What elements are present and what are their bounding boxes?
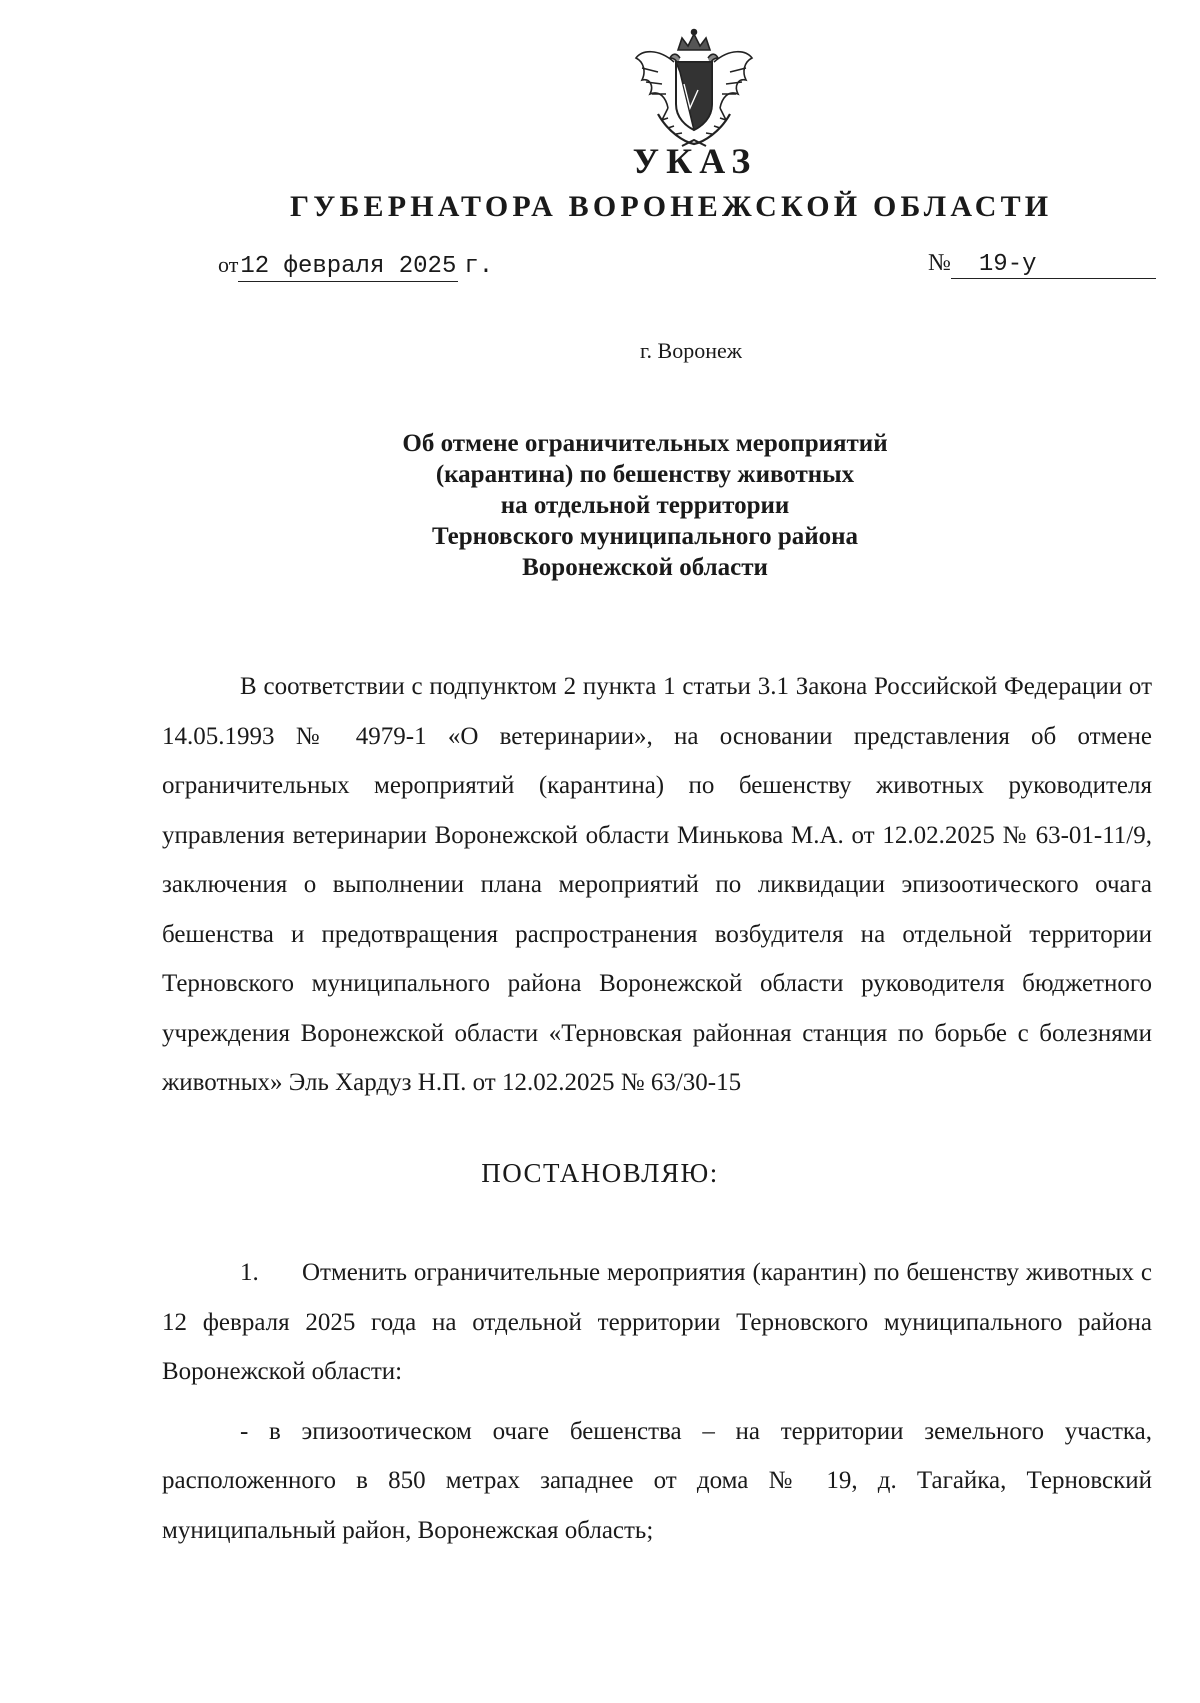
coat-of-arms-icon <box>628 28 760 156</box>
document-date <box>218 252 493 282</box>
preamble-block <box>162 662 1152 1108</box>
city-line: г. Воронеж <box>640 338 742 363</box>
heading-line: Терновского муниципального района <box>431 523 859 550</box>
decree-heading <box>300 428 990 583</box>
heading-line: Об отмене ограничительных мероприятий <box>402 430 888 457</box>
number-prefix: № <box>928 250 951 276</box>
heading-line: Воронежской области <box>522 554 768 581</box>
number-value: 19-у <box>978 251 1037 278</box>
sub-item-1: - в эпизоотическом очаге бешенства – на территории земельного участка, расположенного в 850 метрах западнее от дома № 19, д. Тагайка, Терновский муниципальный район, Воронежская область; <box>162 1417 1152 1544</box>
date-prefix: от <box>218 252 239 277</box>
date-suffix: г. <box>464 253 494 280</box>
document-number <box>928 250 1156 279</box>
date-value: 12 февраля 2025 <box>240 253 457 280</box>
preamble-paragraph: В соответствии с подпунктом 2 пункта 1 статьи 3.1 Закона Российской Федерации от 14.05.1993 № 4979-1 «О ветеринарии», на основании представления об отмене ограничительных мероприятий (карантина) по бешенству животных руководителя управления ветеринарии Воронежской области Минькова М.А. от 12.02.2025 № 63-01-11/9, заключения о выполнении плана мероприятий по ликвидации эпизоотического очага бешенства и предотвращения распространения возбудителя на отдельной территории Терновского муниципального района Воронежской области руководителя бюджетного учреждения Воронежской области «Терновская районная станция по борьбе с болезнями животных» Эль Хардуз Н.П. от 12.02.2025 № 63/30-15 <box>162 673 1152 1096</box>
decree-items <box>162 1248 1152 1555</box>
item-1-number: 1. <box>240 1259 259 1286</box>
document-subtitle: ГУБЕРНАТОРА ВОРОНЕЖСКОЙ ОБЛАСТИ <box>290 190 1053 223</box>
decree-word: ПОСТАНОВЛЯЮ: <box>481 1158 719 1188</box>
heading-line: (карантина) по бешенству животных <box>435 461 855 488</box>
item-1 <box>162 1248 1152 1397</box>
document-title: УКАЗ <box>632 141 758 181</box>
item-1-text: Отменить ограничительные мероприятия (карантин) по бешенству животных с 12 февраля 2025 года на отдельной территории Терновского муниципального района Воронежской области: <box>162 1259 1152 1385</box>
heading-line: на отдельной территории <box>500 492 790 519</box>
